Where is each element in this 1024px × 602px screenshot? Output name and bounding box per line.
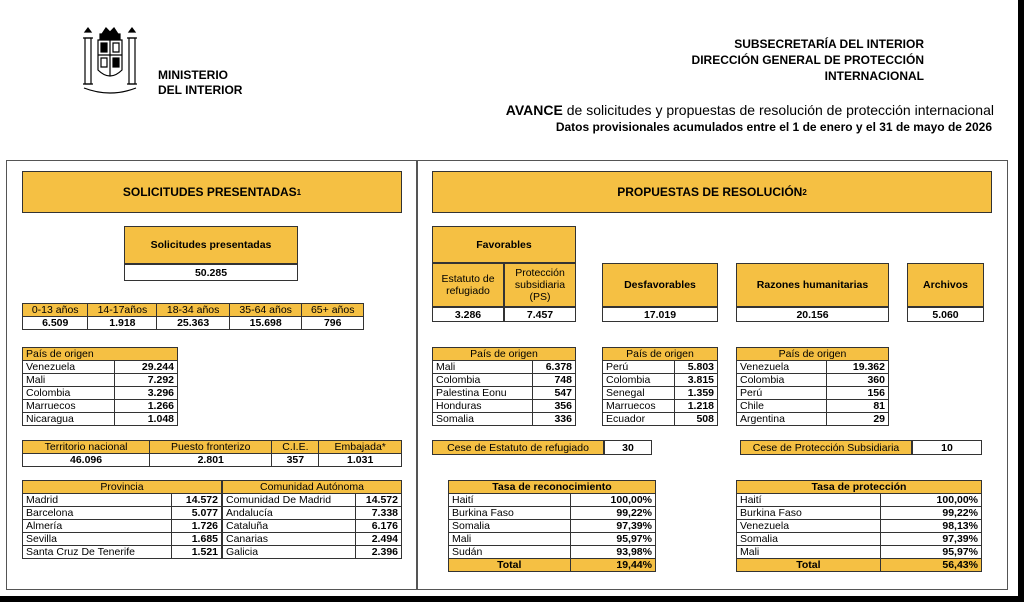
table-row	[23, 374, 178, 387]
value-cell: 6.176	[355, 520, 401, 533]
territory-header: Puesto fronterizo	[150, 441, 272, 454]
table-row	[23, 361, 178, 374]
sub-line1: SUBSECRETARÍA DEL INTERIOR	[734, 37, 924, 51]
table-row	[433, 387, 576, 400]
rate-cell: 95,97%	[880, 546, 981, 559]
rate-cell: 99,22%	[570, 507, 656, 520]
value-cell: 7.292	[114, 374, 177, 387]
territory-value: 2.801	[150, 454, 272, 467]
age-value: 796	[302, 317, 364, 330]
rate-cell: 97,39%	[570, 520, 656, 533]
table-row	[223, 507, 402, 520]
desfavorables-value: 17.019	[602, 307, 718, 322]
country-cell: Mali	[433, 361, 533, 374]
country-cell: Palestina Eonu	[433, 387, 533, 400]
tasa-rec-header: Tasa de reconocimiento	[449, 481, 656, 494]
avance-title	[506, 102, 994, 118]
avance-bold: AVANCE	[505, 102, 563, 118]
age-header-row	[23, 304, 364, 317]
age-value: 6.509	[23, 317, 88, 330]
solicitudes-total-label: Solicitudes presentadas	[124, 226, 298, 264]
table-row	[433, 400, 576, 413]
total-label: Total	[449, 559, 571, 572]
country-cell: Haití	[737, 494, 881, 507]
country-cell: Haití	[449, 494, 571, 507]
ccaa-cell: Comunidad De Madrid	[223, 494, 356, 507]
value-cell: 1.521	[171, 546, 221, 559]
age-header: 14-17años	[88, 304, 157, 317]
cese-ps-label: Cese de Protección Subsidiaria	[740, 440, 912, 455]
ministry-line2: DEL INTERIOR	[158, 83, 243, 97]
cese-refugiado-label: Cese de Estatuto de refugiado	[432, 440, 604, 455]
tasa-reconocimiento-table	[448, 480, 656, 572]
table-row	[433, 374, 576, 387]
province-header: Provincia	[23, 481, 222, 494]
value-cell: 356	[533, 400, 576, 413]
country-cell: Perú	[603, 361, 675, 374]
table-row	[449, 507, 656, 520]
province-cell: Madrid	[23, 494, 172, 507]
age-value-row	[23, 317, 364, 330]
country-cell: Somalia	[449, 520, 571, 533]
territory-header-row	[23, 441, 402, 454]
territory-table	[22, 440, 402, 467]
value-cell: 29.244	[114, 361, 177, 374]
table-row	[603, 413, 718, 426]
territory-value: 1.031	[319, 454, 402, 467]
estatuto-label: Estatuto de refugiado	[432, 263, 504, 307]
value-cell: 3.296	[114, 387, 177, 400]
table-row	[603, 361, 718, 374]
table-row	[737, 546, 982, 559]
table-row	[23, 413, 178, 426]
value-cell: 360	[826, 374, 889, 387]
value-cell: 5.803	[675, 361, 718, 374]
province-cell: Barcelona	[23, 507, 172, 520]
total-row	[449, 559, 656, 572]
ps-label: Protección subsidiaria (PS)	[504, 263, 576, 307]
table-row	[223, 494, 402, 507]
table-row	[603, 400, 718, 413]
country-cell: Sudán	[449, 546, 571, 559]
country-cell: Burkina Faso	[737, 507, 881, 520]
value-cell: 81	[826, 400, 889, 413]
cese-refugiado-value: 30	[604, 440, 652, 455]
tasa-prot-header: Tasa de protección	[737, 481, 982, 494]
country-cell: Burkina Faso	[449, 507, 571, 520]
territory-value-row	[23, 454, 402, 467]
country-cell: Marruecos	[23, 400, 115, 413]
rate-cell: 100,00%	[880, 494, 981, 507]
territory-value: 46.096	[23, 454, 150, 467]
total-rate: 56,43%	[880, 559, 981, 572]
country-cell: Chile	[737, 400, 827, 413]
value-cell: 547	[533, 387, 576, 400]
age-value: 25.363	[157, 317, 230, 330]
razones-value: 20.156	[736, 307, 889, 322]
table-row	[603, 374, 718, 387]
total-label: Total	[737, 559, 881, 572]
table-row	[737, 374, 889, 387]
table-row	[223, 533, 402, 546]
age-header: 35-64 años	[229, 304, 302, 317]
propuestas-title-sup: 2	[802, 187, 807, 197]
propuestas-title-text: PROPUESTAS DE RESOLUCIÓN	[617, 185, 803, 199]
table-row	[223, 520, 402, 533]
cese-ps-value: 10	[912, 440, 982, 455]
value-cell: 29	[826, 413, 889, 426]
table-row	[737, 507, 982, 520]
archivos-value: 5.060	[907, 307, 984, 322]
value-cell: 2.494	[355, 533, 401, 546]
datos-provisionales: Datos provisionales acumulados entre el 1 de enero y el 31 de mayo de 2026	[555, 120, 992, 134]
total-row	[737, 559, 982, 572]
table-row	[737, 533, 982, 546]
rate-cell: 93,98%	[570, 546, 656, 559]
table-row	[737, 361, 889, 374]
value-cell: 1.266	[114, 400, 177, 413]
origin-header: País de origen	[433, 348, 576, 361]
coat-of-arms-icon	[80, 26, 140, 100]
territory-header: Embajada*	[319, 441, 402, 454]
table-row	[23, 387, 178, 400]
ps-value: 7.457	[504, 307, 576, 322]
value-cell: 19.362	[826, 361, 889, 374]
table-row	[433, 413, 576, 426]
left-origin-table	[22, 347, 178, 426]
origin-header: País de origen	[23, 348, 178, 361]
territory-header: C.I.E.	[272, 441, 319, 454]
age-value: 15.698	[229, 317, 302, 330]
razones-label: Razones humanitarias	[736, 263, 889, 307]
value-cell: 1.218	[675, 400, 718, 413]
table-row	[737, 400, 889, 413]
value-cell: 2.396	[355, 546, 401, 559]
archivos-label: Archivos	[907, 263, 984, 307]
table-row	[603, 387, 718, 400]
value-cell: 1.048	[114, 413, 177, 426]
ccaa-header: Comunidad Autónoma	[223, 481, 402, 494]
ministry-line1: MINISTERIO	[158, 68, 229, 82]
table-row	[449, 546, 656, 559]
rate-cell: 95,97%	[570, 533, 656, 546]
table-row	[433, 361, 576, 374]
country-cell: Venezuela	[737, 520, 881, 533]
country-cell: Senegal	[603, 387, 675, 400]
sub-line2: DIRECCIÓN GENERAL DE PROTECCIÓN	[691, 53, 924, 67]
province-cell: Sevilla	[23, 533, 172, 546]
ccaa-cell: Canarias	[223, 533, 356, 546]
estatuto-value: 3.286	[432, 307, 504, 322]
origin-header: País de origen	[737, 348, 889, 361]
value-cell: 6.378	[533, 361, 576, 374]
province-cell: Santa Cruz De Tenerife	[23, 546, 172, 559]
country-cell: Argentina	[737, 413, 827, 426]
age-value: 1.918	[88, 317, 157, 330]
propuestas-title	[432, 171, 992, 213]
solicitudes-title-text: SOLICITUDES PRESENTADAS	[122, 185, 297, 199]
country-cell: Venezuela	[737, 361, 827, 374]
age-header: 18-34 años	[157, 304, 230, 317]
table-row	[23, 400, 178, 413]
fav-origin-table	[432, 347, 576, 426]
desfavorables-label: Desfavorables	[602, 263, 718, 307]
value-cell: 156	[826, 387, 889, 400]
country-cell: Colombia	[737, 374, 827, 387]
rate-cell: 100,00%	[570, 494, 656, 507]
subsecretaria-block	[692, 36, 924, 84]
table-row	[737, 520, 982, 533]
solicitudes-title-sup: 1	[296, 187, 302, 197]
raz-origin-table	[736, 347, 889, 426]
country-cell: Venezuela	[23, 361, 115, 374]
solicitudes-title	[22, 171, 402, 213]
country-cell: Nicaragua	[23, 413, 115, 426]
country-cell: Mali	[737, 546, 881, 559]
country-cell: Mali	[449, 533, 571, 546]
province-cell: Almería	[23, 520, 172, 533]
territory-value: 357	[272, 454, 319, 467]
country-cell: Mali	[23, 374, 115, 387]
value-cell: 5.077	[171, 507, 221, 520]
solicitudes-total-value: 50.285	[124, 264, 298, 281]
value-cell: 14.572	[355, 494, 401, 507]
country-cell: Colombia	[603, 374, 675, 387]
table-row	[449, 494, 656, 507]
province-table	[22, 480, 222, 559]
value-cell: 508	[675, 413, 718, 426]
territory-header: Territorio nacional	[23, 441, 150, 454]
value-cell: 1.726	[171, 520, 221, 533]
table-row	[737, 413, 889, 426]
value-cell: 14.572	[171, 494, 221, 507]
rate-cell: 99,22%	[880, 507, 981, 520]
value-cell: 3.815	[675, 374, 718, 387]
desfav-origin-table	[602, 347, 718, 426]
value-cell: 336	[533, 413, 576, 426]
age-header: 0-13 años	[23, 304, 88, 317]
table-row	[23, 533, 222, 546]
age-table	[22, 303, 364, 330]
table-row	[23, 494, 222, 507]
value-cell: 1.685	[171, 533, 221, 546]
rate-cell: 97,39%	[880, 533, 981, 546]
value-cell: 1.359	[675, 387, 718, 400]
country-cell: Colombia	[23, 387, 115, 400]
value-cell: 7.338	[355, 507, 401, 520]
table-row	[23, 507, 222, 520]
country-cell: Ecuador	[603, 413, 675, 426]
table-row	[23, 546, 222, 559]
ccaa-cell: Andalucía	[223, 507, 356, 520]
table-row	[223, 546, 402, 559]
table-row	[737, 387, 889, 400]
country-cell: Honduras	[433, 400, 533, 413]
origin-header: País de origen	[603, 348, 718, 361]
total-rate: 19,44%	[570, 559, 656, 572]
country-cell: Colombia	[433, 374, 533, 387]
table-row	[449, 533, 656, 546]
tasa-proteccion-table	[736, 480, 982, 572]
ccaa-table	[222, 480, 402, 559]
age-header: 65+ años	[302, 304, 364, 317]
value-cell: 748	[533, 374, 576, 387]
country-cell: Marruecos	[603, 400, 675, 413]
table-row	[449, 520, 656, 533]
rate-cell: 98,13%	[880, 520, 981, 533]
table-row	[737, 494, 982, 507]
country-cell: Perú	[737, 387, 827, 400]
country-cell: Somalia	[433, 413, 533, 426]
ccaa-cell: Galicia	[223, 546, 356, 559]
sub-line3: INTERNACIONAL	[824, 69, 924, 83]
table-row	[23, 520, 222, 533]
favorables-label: Favorables	[432, 226, 576, 263]
ministry-name	[158, 68, 242, 98]
avance-rest: de solicitudes y propuestas de resolución de protección internacional	[562, 102, 994, 118]
ccaa-cell: Cataluña	[223, 520, 356, 533]
country-cell: Somalia	[737, 533, 881, 546]
